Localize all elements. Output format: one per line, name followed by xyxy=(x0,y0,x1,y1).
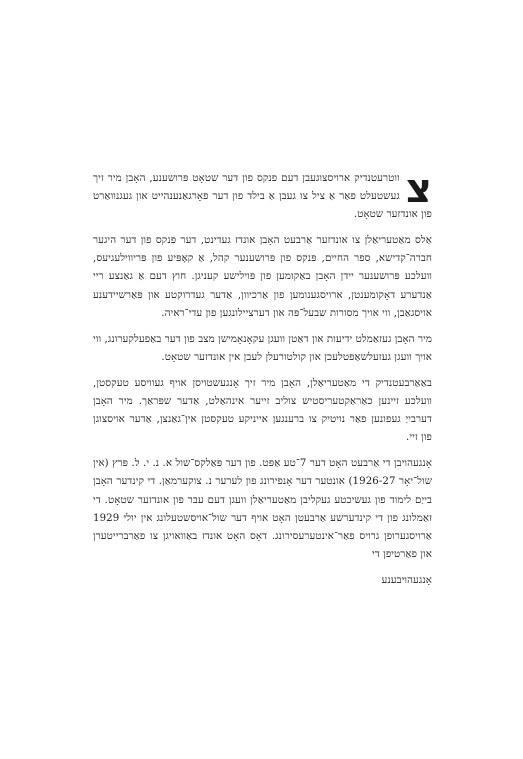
paragraph-1 xyxy=(93,166,432,224)
paragraph-3: מיר האָבן געזאַמלט ידיעות און דאַטן וועגן עקאָנאָמישן מצב פון דער באַפעלקערונג, ווי אויך וועגן געזעלשאַפטלעכן און קולטורעלן לעבן אין אונדזער שטאָט. xyxy=(93,333,432,363)
drop-cap: צ xyxy=(405,166,432,212)
body-text xyxy=(93,166,433,598)
catchword: אָנגעהויבענע xyxy=(381,574,432,586)
paragraph-1-text: ווטרעטנדיק ארויסצוגעבן דעם פנקס פון דער שטאָט פּרושענע, האָבן מיר זיך געשטעלט פאַר אַ ציל צו געבן אַ בילד פון דער פאָרגאַנענהייט און געגנוואַרט פון אונדזער שטאָט. xyxy=(93,173,432,221)
paragraph-2: אַלס מאַטעריאַלן צו אונדזער אַרבעט האָבן אונדז געדינט, דער פּנקס פון דער היגער חברה־קדישא, ספר החיים, פּנקס פון פּרושענער קהל, אַ קאָפּיע פון פּריווילעגיעס, וועלכע פּרושענער יידן האָבן באַקומען פון פּוילישע קעניגן. חוץ דעם אַ גאַנצע ריי אַנדערע דאָקומענטן, ארויסגענומען פון אַרכיוון, אַדער געדרוקטע און פּאַרשיידענע אויסגאַבן, ווי אויך מסורות שבעל־פּה און דערציילונגען פון עדי־ראיה. xyxy=(93,235,432,319)
paragraph-5: אָנגעהויבן די אַרבעט האָט דער 7־טע אַפּט. פון דער פּאַלקס־שול א. נ. י. ל. פּרץ (אין שול־יאָר 1926-27) אונטער דער אָנפירונג פון לערער נ. צוקערמאַן. די קינדער האָבן בייַם לימוד פון געשיכטע געקליבן מאַטעריאַלן וועגן דעם עבר פון אונדזער שטאָט. די זאַמלונג פון די קינדערשע אַרבעטן האָט אויף דער שול־אויסשטעלונג אין יולי 1929 אַרויסגערופן גרויס פאַר־אינטערעסירונג. דאָס האָט אונדז באַוואויגן צו פאַרברייטערן און פאַרטיפן די xyxy=(93,458,433,560)
paragraph-4: באַאַרבעטנדיק די מאַטעריאַלן, האָבן מיר זיך אָנגעשטויסן אויף געוויסע טעקסטן, וועלכע זיינען כאַראַקטעריסטיש צוליב זייער אינהאַלט, אַדער שפּראַך. מיר האָבן דערבייַ געפונען פאַר נויטיק צו ברענגען אייניקע טעקסטן אין־גאַנצן, אַדער אויסצוגן פון זיי. xyxy=(93,377,432,444)
